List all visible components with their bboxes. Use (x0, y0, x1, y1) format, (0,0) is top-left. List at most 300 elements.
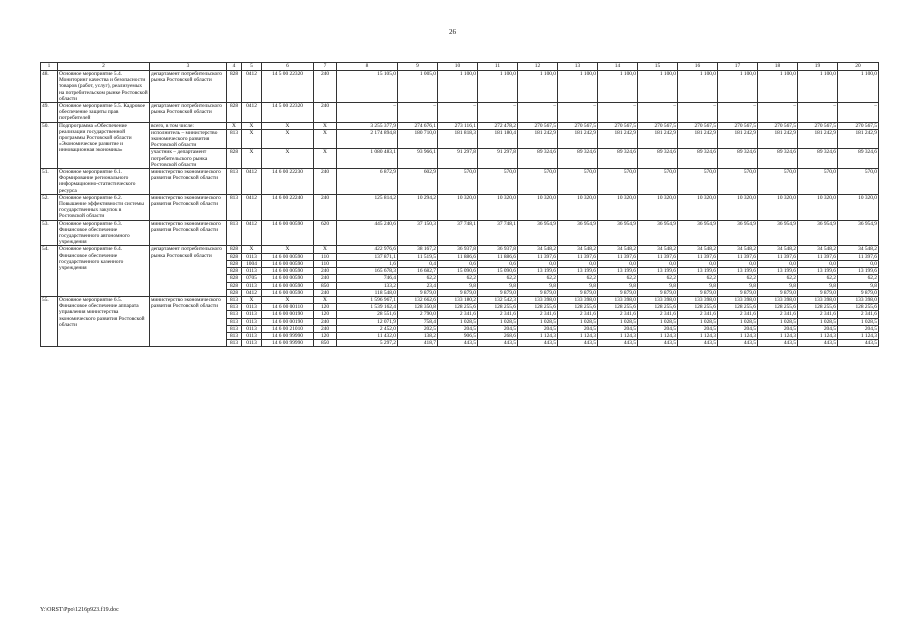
executor: департамент потребительского рынка Ростовской области (150, 71, 227, 103)
amount-cell: 443,5 (518, 340, 558, 347)
amount-cell: 10 320,0 (678, 194, 718, 220)
amount-cell: 204,5 (518, 325, 558, 332)
amount-cell: 570,0 (758, 169, 798, 195)
footer-path: Y:\ORST\Ppo\1216p923.f19.doc (40, 607, 119, 613)
amount-cell: 11 397,6 (638, 253, 678, 260)
amount-cell: 1 100,0 (758, 71, 798, 103)
amount-cell: 570,0 (798, 169, 838, 195)
activity-name: Основное мероприятие 6.5. Финансовое обеспечение аппарата управления министерства экономического развития Ростовской области (58, 296, 150, 346)
amount-cell: 34 548,2 (838, 246, 879, 253)
budget-code: 813 (227, 169, 242, 195)
amount-cell: 1 028,5 (518, 318, 558, 325)
amount-cell: 270 567,5 (758, 122, 798, 129)
amount-cell: 2 341,6 (478, 311, 518, 318)
amount-cell: 418,7 (398, 340, 438, 347)
budget-code: 14 6 00 00190 (262, 311, 314, 318)
amount-cell: 36 954,9 (638, 220, 678, 246)
budget-code: X (314, 129, 337, 149)
amount-cell: 36 954,9 (558, 220, 598, 246)
amount-cell: 204,5 (638, 325, 678, 332)
amount-cell: 1 124,3 (678, 332, 718, 339)
amount-cell: 89 324,6 (758, 149, 798, 169)
amount-cell: 2 452,0 (337, 325, 398, 332)
amount-cell: 10 320,0 (598, 194, 638, 220)
amount-cell: 93 966,1 (398, 149, 438, 169)
amount-cell: 89 324,6 (718, 149, 758, 169)
amount-cell: 443,5 (438, 340, 478, 347)
table-row (41, 122, 879, 129)
budget-code: X (262, 129, 314, 149)
budget-code: 240 (314, 325, 337, 332)
amount-cell: 443,5 (558, 340, 598, 347)
amount-cell: 1 100,0 (478, 71, 518, 103)
budget-code: X (262, 149, 314, 169)
amount-cell: 9 879,0 (598, 289, 638, 296)
column-header: 17 (718, 63, 758, 71)
amount-cell: 9,8 (798, 282, 838, 289)
column-header: 14 (598, 63, 638, 71)
amount-cell: 89 324,6 (638, 149, 678, 169)
amount-cell: 443,5 (678, 340, 718, 347)
amount-cell: 36 937,8 (438, 246, 478, 253)
amount-cell: 1,6 (337, 260, 398, 267)
budget-code: 14 6 00 00190 (262, 318, 314, 325)
amount-cell: 15 090,6 (438, 268, 478, 275)
amount-cell: – (518, 103, 558, 123)
amount-cell: 906,5 (438, 332, 478, 339)
executor: министерство экономического развития Ростовской области (150, 194, 227, 220)
amount-cell: 9 879,0 (518, 289, 558, 296)
amount-cell: 0,0 (798, 260, 838, 267)
column-header: 12 (518, 63, 558, 71)
amount-cell: 10 320,0 (518, 194, 558, 220)
budget-code: 0412 (242, 220, 262, 246)
amount-cell: 1 100,0 (558, 71, 598, 103)
amount-cell: 9 879,0 (838, 289, 879, 296)
amount-cell: 9 879,0 (558, 289, 598, 296)
amount-cell: 138,2 (398, 332, 438, 339)
budget-code: 14 5 00 22320 (262, 71, 314, 103)
executor: участник – департамент потребительского рынка Ростовской области (150, 149, 227, 169)
amount-cell: 13 199,6 (558, 268, 598, 275)
amount-cell: 746,4 (337, 275, 398, 282)
amount-cell: 1 028,5 (438, 318, 478, 325)
amount-cell: 0,0 (758, 260, 798, 267)
amount-cell: 36 954,9 (678, 220, 718, 246)
amount-cell: 13 199,6 (798, 268, 838, 275)
amount-cell: 1 100,0 (638, 71, 678, 103)
amount-cell: 270 567,5 (718, 122, 758, 129)
amount-cell: 10 320,0 (638, 194, 678, 220)
amount-cell: 9 879,0 (798, 289, 838, 296)
column-header: 1 (41, 63, 58, 71)
column-header: 8 (337, 63, 398, 71)
budget-code: 0412 (242, 103, 262, 123)
amount-cell: 15 090,6 (478, 268, 518, 275)
amount-cell: 204,5 (598, 325, 638, 332)
amount-cell: 37 748,1 (438, 220, 478, 246)
amount-cell: 204,5 (478, 325, 518, 332)
amount-cell: 36 954,9 (758, 220, 798, 246)
column-header: 15 (638, 63, 678, 71)
amount-cell: 128 255,6 (678, 304, 718, 311)
amount-cell: 62,2 (638, 275, 678, 282)
amount-cell: 36 954,9 (838, 220, 879, 246)
amount-cell: 204,5 (558, 325, 598, 332)
amount-cell: 2 790,0 (398, 311, 438, 318)
amount-cell: 62,2 (718, 275, 758, 282)
amount-cell: 1 100,0 (598, 71, 638, 103)
amount-cell: 204,5 (838, 325, 879, 332)
amount-cell: 10 320,0 (798, 194, 838, 220)
amount-cell: 13 199,6 (638, 268, 678, 275)
amount-cell: 570,0 (518, 169, 558, 195)
amount-cell: 570,0 (478, 169, 518, 195)
amount-cell: 36 954,9 (518, 220, 558, 246)
amount-cell: 62,2 (798, 275, 838, 282)
amount-cell: 181 242,9 (758, 129, 798, 149)
amount-cell: 89 324,6 (518, 149, 558, 169)
amount-cell: 11 432,0 (337, 332, 398, 339)
budget-code: 14 6 00 99990 (262, 332, 314, 339)
amount-cell: 128 255,6 (798, 304, 838, 311)
column-header: 16 (678, 63, 718, 71)
budget-code: X (242, 296, 262, 303)
amount-cell: 10 294,2 (398, 194, 438, 220)
amount-cell: 270 567,5 (798, 122, 838, 129)
budget-code: 14 6 00 00590 (262, 253, 314, 260)
amount-cell: 270 567,5 (638, 122, 678, 129)
amount-cell: 89 324,6 (838, 149, 879, 169)
row-number: 49. (41, 103, 58, 123)
table-row (41, 246, 879, 253)
amount-cell: 181 242,9 (638, 129, 678, 149)
amount-cell: 570,0 (438, 169, 478, 195)
amount-cell: 5 297,2 (337, 340, 398, 347)
amount-cell: 9,8 (518, 282, 558, 289)
amount-cell: 6 872,9 (337, 169, 398, 195)
amount-cell: 11 397,6 (838, 253, 879, 260)
budget-code: 240 (314, 103, 337, 123)
table-row (41, 194, 879, 220)
amount-cell: 1 100,0 (678, 71, 718, 103)
amount-cell: 0,0 (558, 260, 598, 267)
executor: министерство экономического развития Ростовской области (150, 169, 227, 195)
amount-cell: 128 255,6 (438, 304, 478, 311)
amount-cell: 1 124,3 (518, 332, 558, 339)
amount-cell: 9 879,0 (398, 289, 438, 296)
amount-cell: 36 954,9 (798, 220, 838, 246)
activity-name: Основное мероприятие 6.2. Повышение эффективности системы государственных закупок в Ростовской области (58, 194, 150, 220)
amount-cell: 62,2 (478, 275, 518, 282)
amount-cell: 204,5 (438, 325, 478, 332)
amount-cell: 62,2 (398, 275, 438, 282)
budget-code: 14 6 00 00110 (262, 304, 314, 311)
amount-cell: – (438, 103, 478, 123)
amount-cell: 11 397,6 (758, 253, 798, 260)
amount-cell: 34 548,2 (638, 246, 678, 253)
amount-cell: 9,8 (718, 282, 758, 289)
budget-code: 0412 (242, 169, 262, 195)
amount-cell: 2 341,6 (718, 311, 758, 318)
budget-code: 813 (227, 318, 242, 325)
amount-cell: 10 320,0 (478, 194, 518, 220)
amount-cell: 10 320,0 (838, 194, 879, 220)
amount-cell: 34 548,2 (758, 246, 798, 253)
amount-cell: 272 478,2 (478, 122, 518, 129)
amount-cell: 128 255,6 (478, 304, 518, 311)
budget-code: 120 (314, 311, 337, 318)
amount-cell: 13 199,6 (838, 268, 879, 275)
amount-cell: 13 199,6 (598, 268, 638, 275)
amount-cell: – (758, 103, 798, 123)
amount-cell: – (718, 103, 758, 123)
amount-cell: 36 954,9 (598, 220, 638, 246)
budget-code: 240 (314, 318, 337, 325)
amount-cell: 0,4 (398, 260, 438, 267)
amount-cell: 9 879,0 (638, 289, 678, 296)
amount-cell: 62,2 (838, 275, 879, 282)
budget-code: 0412 (242, 289, 262, 296)
amount-cell: 9,8 (438, 282, 478, 289)
amount-cell: 2 341,6 (438, 311, 478, 318)
budget-code: 14 6 00 00590 (262, 220, 314, 246)
row-number: 48. (41, 71, 58, 103)
executor: всего, в том числе: (150, 122, 227, 129)
budget-code: 813 (227, 220, 242, 246)
amount-cell: 128 255,6 (518, 304, 558, 311)
budget-code: 813 (227, 311, 242, 318)
amount-cell: 204,5 (758, 325, 798, 332)
amount-cell: 1 028,5 (678, 318, 718, 325)
budget-code: X (262, 122, 314, 129)
amount-cell: 181 180,4 (478, 129, 518, 149)
budget-code: 14 6 00 22240 (262, 194, 314, 220)
budget-code: 120 (314, 304, 337, 311)
budget-code: 0113 (242, 268, 262, 275)
amount-cell: 16 682,7 (398, 268, 438, 275)
amount-cell: 602,9 (398, 169, 438, 195)
amount-cell: 89 324,6 (798, 149, 838, 169)
amount-cell: – (478, 103, 518, 123)
amount-cell: 132 662,6 (398, 296, 438, 303)
amount-cell: 443,5 (718, 340, 758, 347)
activity-name: Основное мероприятие 5.5. Кадровое обеспечение защиты прав потребителей (58, 103, 150, 123)
table-row (41, 149, 879, 169)
budget-code: 14 5 00 22320 (262, 103, 314, 123)
budget-code: 828 (227, 253, 242, 260)
budget-table (40, 62, 879, 347)
budget-code: 14 6 00 22230 (262, 169, 314, 195)
amount-cell: 37 748,1 (478, 220, 518, 246)
amount-cell: 3 255 377,9 (337, 122, 398, 129)
column-header: 7 (314, 63, 337, 71)
table-row (41, 296, 879, 303)
amount-cell: 62,2 (558, 275, 598, 282)
amount-cell: 128 255,6 (718, 304, 758, 311)
column-header: 13 (558, 63, 598, 71)
amount-cell: 128 255,6 (558, 304, 598, 311)
executor: департамент потребительского рынка Ростовской области (150, 103, 227, 123)
amount-cell: 181 242,9 (518, 129, 558, 149)
amount-cell: 181 242,9 (678, 129, 718, 149)
amount-cell: 9 879,0 (718, 289, 758, 296)
budget-code: 0113 (242, 304, 262, 311)
amount-cell: 2 341,6 (558, 311, 598, 318)
budget-code: 0113 (242, 311, 262, 318)
amount-cell: 133 398,0 (518, 296, 558, 303)
amount-cell: 273 116,1 (438, 122, 478, 129)
budget-code: 240 (314, 194, 337, 220)
amount-cell: 9 879,0 (478, 289, 518, 296)
amount-cell: 62,2 (438, 275, 478, 282)
amount-cell: 133 398,0 (598, 296, 638, 303)
amount-cell: 137 871,1 (337, 253, 398, 260)
amount-cell: 2 341,6 (638, 311, 678, 318)
amount-cell: 1 100,0 (798, 71, 838, 103)
amount-cell: 1 100,0 (438, 71, 478, 103)
budget-code: 0412 (242, 194, 262, 220)
amount-cell: 11 397,6 (558, 253, 598, 260)
budget-code: 828 (227, 268, 242, 275)
budget-code: 14 6 00 00590 (262, 289, 314, 296)
amount-cell: 443,5 (638, 340, 678, 347)
amount-cell: – (638, 103, 678, 123)
column-header: 4 (227, 63, 242, 71)
budget-code: 14 6 00 99990 (262, 340, 314, 347)
amount-cell: 133 398,0 (758, 296, 798, 303)
amount-cell: 2 341,6 (678, 311, 718, 318)
amount-cell: 89 324,6 (598, 149, 638, 169)
budget-code: X (314, 246, 337, 253)
amount-cell: – (838, 103, 879, 123)
amount-cell: 1 124,3 (598, 332, 638, 339)
column-header: 5 (242, 63, 262, 71)
budget-code: 0412 (242, 71, 262, 103)
amount-cell: 270 567,5 (518, 122, 558, 129)
column-header: 19 (798, 63, 838, 71)
amount-cell: 11 397,6 (678, 253, 718, 260)
amount-cell: 1 124,3 (838, 332, 879, 339)
amount-cell: 0,0 (678, 260, 718, 267)
amount-cell: 9,8 (478, 282, 518, 289)
amount-cell: 181 242,9 (558, 129, 598, 149)
amount-cell: 12 071,9 (337, 318, 398, 325)
amount-cell: 11 397,6 (518, 253, 558, 260)
amount-cell: – (398, 103, 438, 123)
amount-cell: 270 567,5 (598, 122, 638, 129)
budget-code: 828 (227, 275, 242, 282)
amount-cell: 133 398,0 (678, 296, 718, 303)
amount-cell: 758,4 (398, 318, 438, 325)
amount-cell: 443,5 (598, 340, 638, 347)
amount-cell: 443,5 (798, 340, 838, 347)
budget-code: 813 (227, 332, 242, 339)
amount-cell: 570,0 (718, 169, 758, 195)
column-header: 6 (262, 63, 314, 71)
amount-cell: 91 297,8 (438, 149, 478, 169)
amount-cell: 128 255,6 (838, 304, 879, 311)
amount-cell: 1 100,0 (718, 71, 758, 103)
amount-cell: 37 150,3 (398, 220, 438, 246)
amount-cell: 132 542,3 (478, 296, 518, 303)
amount-cell: 0,0 (838, 260, 879, 267)
budget-code: 240 (314, 71, 337, 103)
budget-code: 813 (227, 325, 242, 332)
amount-cell: 165 678,3 (337, 268, 398, 275)
amount-cell: 133 180,2 (438, 296, 478, 303)
budget-code: 1004 (242, 260, 262, 267)
amount-cell: 204,5 (718, 325, 758, 332)
activity-name: Основное мероприятие 6.3. Финансовое обеспечение государственного автономного учреждения (58, 220, 150, 246)
amount-cell: 34 548,2 (598, 246, 638, 253)
activity-name: Основное мероприятие 6.4. Финансовое обеспечение государственного казенного учреждения (58, 246, 150, 296)
amount-cell: 1 028,5 (598, 318, 638, 325)
row-number: 52. (41, 194, 58, 220)
budget-code: 0113 (242, 325, 262, 332)
amount-cell: 2 341,6 (798, 311, 838, 318)
amount-cell: 0,0 (598, 260, 638, 267)
budget-code: 813 (227, 194, 242, 220)
amount-cell: 1 124,3 (798, 332, 838, 339)
amount-cell: 181 818,3 (438, 129, 478, 149)
budget-code: X (242, 129, 262, 149)
amount-cell: 118 548,0 (337, 289, 398, 296)
amount-cell: 570,0 (558, 169, 598, 195)
amount-cell: 34 548,2 (518, 246, 558, 253)
amount-cell: 1 539 162,4 (337, 304, 398, 311)
amount-cell: 34 548,2 (798, 246, 838, 253)
amount-cell: 89 324,6 (558, 149, 598, 169)
amount-cell: 181 242,9 (838, 129, 879, 149)
amount-cell: – (678, 103, 718, 123)
amount-cell: 181 242,9 (798, 129, 838, 149)
amount-cell: 133 398,0 (718, 296, 758, 303)
column-header: 2 (58, 63, 150, 71)
budget-code: 813 (227, 296, 242, 303)
amount-cell: 128 255,6 (758, 304, 798, 311)
budget-code: 828 (227, 260, 242, 267)
budget-code: 813 (227, 340, 242, 347)
amount-cell: 1 080 483,1 (337, 149, 398, 169)
amount-cell: 422 976,6 (337, 246, 398, 253)
amount-cell: 128 350,8 (398, 304, 438, 311)
amount-cell: 36 937,8 (478, 246, 518, 253)
amount-cell: 62,2 (758, 275, 798, 282)
budget-code: 240 (314, 289, 337, 296)
budget-code: X (242, 246, 262, 253)
amount-cell: 62,2 (678, 275, 718, 282)
amount-cell: 1 596 967,1 (337, 296, 398, 303)
amount-cell: 11 397,6 (718, 253, 758, 260)
amount-cell: 181 242,9 (598, 129, 638, 149)
budget-code: 828 (227, 289, 242, 296)
amount-cell: 2 341,6 (758, 311, 798, 318)
amount-cell: 13 199,6 (758, 268, 798, 275)
amount-cell: 133 398,0 (638, 296, 678, 303)
amount-cell: 202,5 (398, 325, 438, 332)
amount-cell: 0,6 (478, 260, 518, 267)
row-number: 54. (41, 246, 58, 296)
amount-cell: 443,5 (838, 340, 879, 347)
budget-code: 14 6 00 00590 (262, 282, 314, 289)
amount-cell: 270 567,5 (838, 122, 879, 129)
amount-cell: 10 320,0 (558, 194, 598, 220)
budget-code: 0113 (242, 318, 262, 325)
amount-cell: 11 519,5 (398, 253, 438, 260)
amount-cell: 180 710,0 (398, 129, 438, 149)
executor: департамент потребительского рынка Ростовской области (150, 246, 227, 296)
